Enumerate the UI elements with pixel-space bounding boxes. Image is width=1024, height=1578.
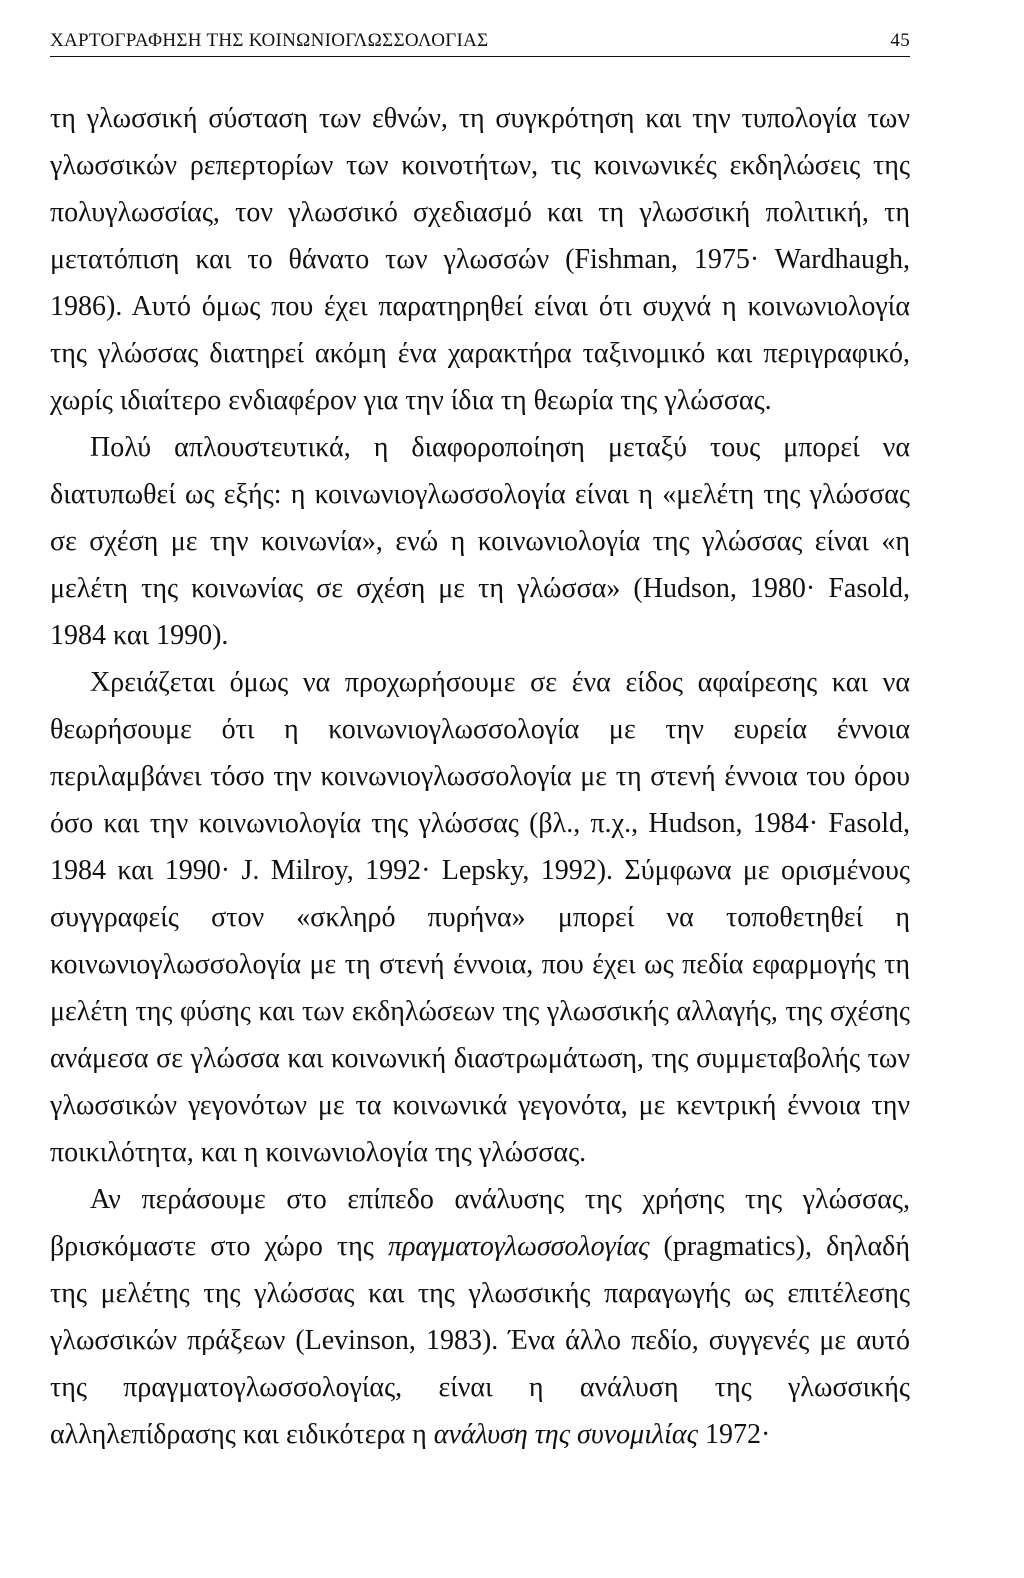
term-pragmatics: πραγματογλωσσολογίας: [387, 1231, 650, 1262]
paragraph-2: Πολύ απλουστευτικά, η διαφοροποίηση μεταξύ τους μπορεί να διατυπωθεί ως εξής: η κοινωνιογλωσσολογία είναι η «μελέτη της γλώσσας σε σχέση με την κοινωνία», ενώ η κοινωνιολογία της γλώσσας είναι «η μελέτη της κοινωνίας σε σχέση με τη γλώσσα» (Hudson, 1980· Fasold, 1984 και 1990).: [50, 432, 910, 651]
paragraph-4-text-c: 1972·: [697, 1419, 771, 1450]
header-title: ΧΑΡΤΟΓΡΑΦΗΣΗ ΤΗΣ ΚΟΙΝΩΝΙΟΓΛΩΣΣΟΛΟΓΙΑΣ: [50, 30, 489, 51]
book-page: [50, 30, 910, 1458]
term-conversation-analysis: ανάλυση της συνομιλίας: [433, 1419, 698, 1450]
paragraph-4-text-a: Αν περάσουμε στο επίπεδο ανάλυσης της χρήσης της γλώσσας, βρισκόμαστε στο χώρο της: [50, 1184, 910, 1262]
running-header: [50, 30, 910, 57]
page-number: 45: [890, 30, 910, 51]
paragraph-4: [50, 1176, 910, 1458]
paragraph-1: τη γλωσσική σύσταση των εθνών, τη συγκρότηση και την τυπολογία των γλωσσικών ρεπερτορίων των κοινοτήτων, τις κοινωνικές εκδηλώσεις της πολυγλωσσίας, τον γλωσσικό σχεδιασμό και τη γλωσσική πολιτική, τη μετατόπιση και το θάνατο των γλωσσών (Fishman, 1975· Wardhaugh, 1986). Αυτό όμως που έχει παρατηρηθεί είναι ότι συχνά η κοινωνιολογία της γλώσσας διατηρεί ακόμη ένα χαρακτήρα ταξινομικό και περιγραφικό, χωρίς ιδιαίτερο ενδιαφέρον για την ίδια τη θεωρία της γλώσσας.: [50, 103, 910, 416]
paragraph-3: Χρειάζεται όμως να προχωρήσουμε σε ένα είδος αφαίρεσης και να θεωρήσουμε ότι η κοινωνιογλωσσολογία με την ευρεία έννοια περιλαμβάνει τόσο την κοινωνιογλωσσολογία με τη στενή έννοια του όρου όσο και την κοινωνιολογία της γλώσσας (βλ., π.χ., Hudson, 1984· Fasold, 1984 και 1990· J. Milroy, 1992· Lepsky, 1992). Σύμφωνα με ορισμένους συγγραφείς στον «σκληρό πυρήνα» μπορεί να τοποθετηθεί η κοινωνιογλωσσολογία με τη στενή έννοια, που έχει ως πεδία εφαρμογής τη μελέτη της φύσης και των εκδηλώσεων της γλωσσικής αλλαγής, της σχέσης ανάμεσα σε γλώσσα και κοινωνική διαστρωμάτωση, της συμμεταβολής των γλωσσικών γεγονότων με τα κοινωνικά γεγονότα, με κεντρική έννοια την ποικιλότητα, και η κοινωνιολογία της γλώσσας.: [50, 667, 910, 1168]
paragraph-4-text-b: (pragmatics), δηλαδή της μελέτης της γλώσσας και της γλωσσικής παραγωγής ως επιτέλεσης γλωσσικών πράξεων (Levinson, 1983). Ένα άλλο πεδίο, συγγενές με αυτό της πραγματογλωσσολογίας, είναι η ανάλυση της γλωσσικής αλληλεπίδρασης και ειδικότερα η: [50, 1231, 910, 1450]
body-text: [50, 95, 910, 1458]
